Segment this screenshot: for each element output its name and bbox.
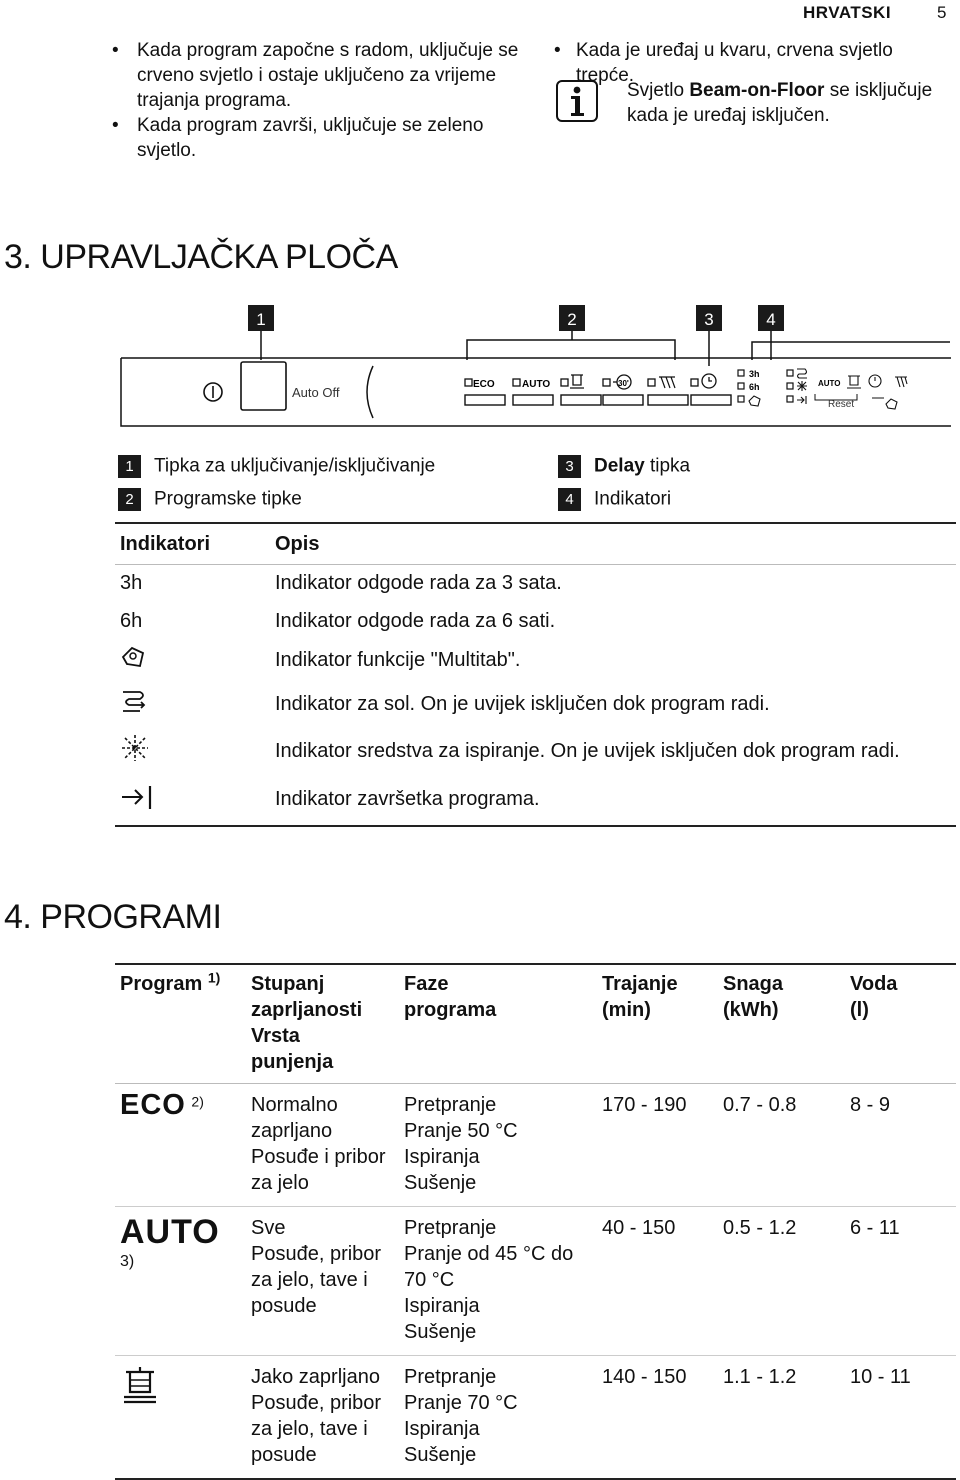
pot-small-icon [847,376,861,388]
program-auto: AUTO [120,1213,220,1251]
phase-line: Sušenje [404,1444,477,1466]
indicator-description: Indikator odgode rada za 3 sata. [275,571,562,594]
table-row [115,640,956,680]
info-note [627,78,947,128]
soil-line: za jelo, tave i [251,1418,368,1440]
program-eco: ECO [120,1089,186,1121]
soil-line: za jelo, tave i [251,1269,368,1291]
table-row [115,602,956,640]
callout-1 [248,305,274,331]
end-icon [797,396,806,404]
column-header: Stupanj zaprljanosti Vrsta punjenja [251,964,404,1084]
delay-button[interactable] [691,395,731,405]
legend-number: 3 [558,455,581,478]
callout-label: 4 [766,310,776,329]
soil-line: posude [251,1444,317,1466]
quick-program-button[interactable] [603,395,643,405]
rinse-aid-icon [120,733,150,763]
soil-line: za jelo [251,1172,309,1194]
table-row [115,680,956,728]
glass-small-icon [895,377,907,387]
power-button[interactable] [241,362,286,410]
soil-line: Posuđe, pribor [251,1243,382,1265]
column-header: Snaga (kWh) [723,964,850,1084]
duration-value: 170 - 190 [602,1084,723,1207]
legend-text-bold: Delay [594,455,645,477]
water-value: 10 - 11 [850,1356,956,1480]
auto-off-label: Auto Off [292,385,340,400]
table-row [115,774,956,826]
legend-number: 1 [118,455,141,478]
table-row [115,1084,956,1207]
soil-line: Posuđe, pribor [251,1392,382,1414]
intro-bullet: • Kada program završi, uključuje se zeleno svjetlo. [110,113,530,163]
quick-30-label: 30' [618,379,629,388]
auto-small-label: AUTO [818,379,841,388]
multitab-small-icon [886,399,897,409]
section-title-control-panel: 3. UPRAVLJAČKA PLOČA [4,238,398,276]
eco-label: ECO [473,379,495,390]
indicator-description: Indikator za sol. On je uvijek isključen dok program radi. [275,692,770,715]
column-header: Voda (l) [850,964,956,1084]
multitab-icon [120,644,146,670]
legend-text: Indikatori [594,488,672,510]
control-panel-diagram [115,300,951,430]
rinse-aid-icon [797,381,807,391]
soil-line: Normalno [251,1094,338,1116]
legend-item-4 [558,488,671,511]
eco-program-button[interactable] [465,395,505,405]
intro-bullet: • Kada program započne s radom, uključuje se crveno svjetlo i ostaje uključeno za vrijeme trajanja programa. [110,38,530,113]
phase-line: 70 °C [404,1269,455,1291]
legend-item-3 [558,455,690,478]
indicator-description: Indikator odgode rada za 6 sati. [275,609,556,632]
intensive-pot-icon [570,375,584,388]
callout-label: 1 [256,310,266,329]
column-header: Faze programa [404,964,602,1084]
phase-line: Pretpranje [404,1094,497,1116]
indicators-table [115,522,956,827]
phase-line: Pranje 70 °C [404,1392,518,1414]
soil-line: Jako zaprljano [251,1366,380,1388]
energy-value: 1.1 - 1.2 [723,1356,850,1480]
phase-line: Ispiranja [404,1295,480,1317]
phase-line: Pranje 50 °C [404,1120,518,1142]
table-row [115,728,956,774]
auto-label: AUTO [522,379,551,390]
duration-value: 140 - 150 [602,1356,723,1480]
intro-bullet: • Kada je uređaj u kvaru, crvena svjetlo trepće. [552,38,952,88]
soil-line: Sve [251,1217,286,1239]
legend-text: Tipka za uključivanje/isključivanje [154,455,436,477]
indicator-description: Indikator funkcije "Multitab". [275,648,521,671]
clock-small-icon [869,375,881,387]
intensive-pot-icon [120,1364,160,1404]
indicator-label: 6h [120,609,143,632]
duration-value: 40 - 150 [602,1207,723,1356]
phase-line: Sušenje [404,1172,477,1194]
salt-icon [120,687,148,715]
callout-4 [758,305,784,331]
energy-value: 0.7 - 0.8 [723,1084,850,1207]
glass-icon [659,377,675,388]
phase-line: Ispiranja [404,1146,480,1168]
salt-icon [797,369,807,378]
info-note-text: se isključuje kada je uređaj isključen. [627,80,933,126]
programs-table [115,963,956,1480]
column-header: Indikatori [115,523,275,564]
callout-3 [696,305,722,331]
power-icon [204,383,222,401]
soil-line: Posuđe i pribor [251,1146,386,1168]
table-row [115,1356,956,1480]
indicator-3h-label: 3h [749,369,760,379]
indicator-6h-label: 6h [749,382,760,392]
auto-program-button[interactable] [513,395,553,405]
intensive-program-button[interactable] [561,395,601,405]
soil-line: zaprljano [251,1120,333,1142]
page-number: 5 [937,3,947,22]
legend-text: tipka [644,455,691,477]
quick-30-icon [613,375,631,389]
column-header: Opis [275,523,956,564]
delay-icon [702,374,716,388]
legend-number: 4 [558,488,581,511]
indicator-description: Indikator završetka programa. [275,774,956,826]
legend-text: Programske tipke [154,488,302,510]
header-language: HRVATSKI [803,3,892,22]
callout-label: 3 [704,310,714,329]
soil-line: posude [251,1295,317,1317]
info-icon [556,80,598,122]
phase-line: Pretpranje [404,1217,497,1239]
indicator-label: 3h [120,571,143,594]
energy-value: 0.5 - 1.2 [723,1207,850,1356]
info-note-bold: Beam-on-Floor [689,80,825,101]
intro-left-bullets [110,38,530,163]
phase-line: Pranje od 45 °C do [404,1243,574,1265]
column-header: Trajanje (min) [602,964,723,1084]
info-note-text: Svjetlo [627,80,690,101]
water-value: 6 - 11 [850,1207,956,1356]
multitab-icon [749,396,760,406]
indicator-description: Indikator sredstva za ispiranje. On je uvijek isključen dok program radi. [275,739,900,762]
callout-label: 2 [567,310,577,329]
footnote-marker: 3) [120,1253,135,1270]
phase-line: Ispiranja [404,1418,480,1440]
end-icon [120,783,154,811]
water-value: 8 - 9 [850,1084,956,1207]
legend-item-1 [118,455,435,478]
column-header-text: Program [120,973,203,995]
glass-program-button[interactable] [648,395,688,405]
reset-label: Reset [828,399,855,410]
callout-2 [559,305,585,331]
footnote-marker: 2) [191,1093,204,1110]
legend-number: 2 [118,488,141,511]
legend-item-2 [118,488,302,511]
section-title-programs: 4. PROGRAMI [4,898,222,936]
phase-line: Pretpranje [404,1366,497,1388]
column-header-program [115,964,251,1084]
table-row [115,1207,956,1356]
phase-line: Sušenje [404,1321,477,1343]
table-row [115,564,956,602]
footnote-marker: 1) [207,969,221,986]
